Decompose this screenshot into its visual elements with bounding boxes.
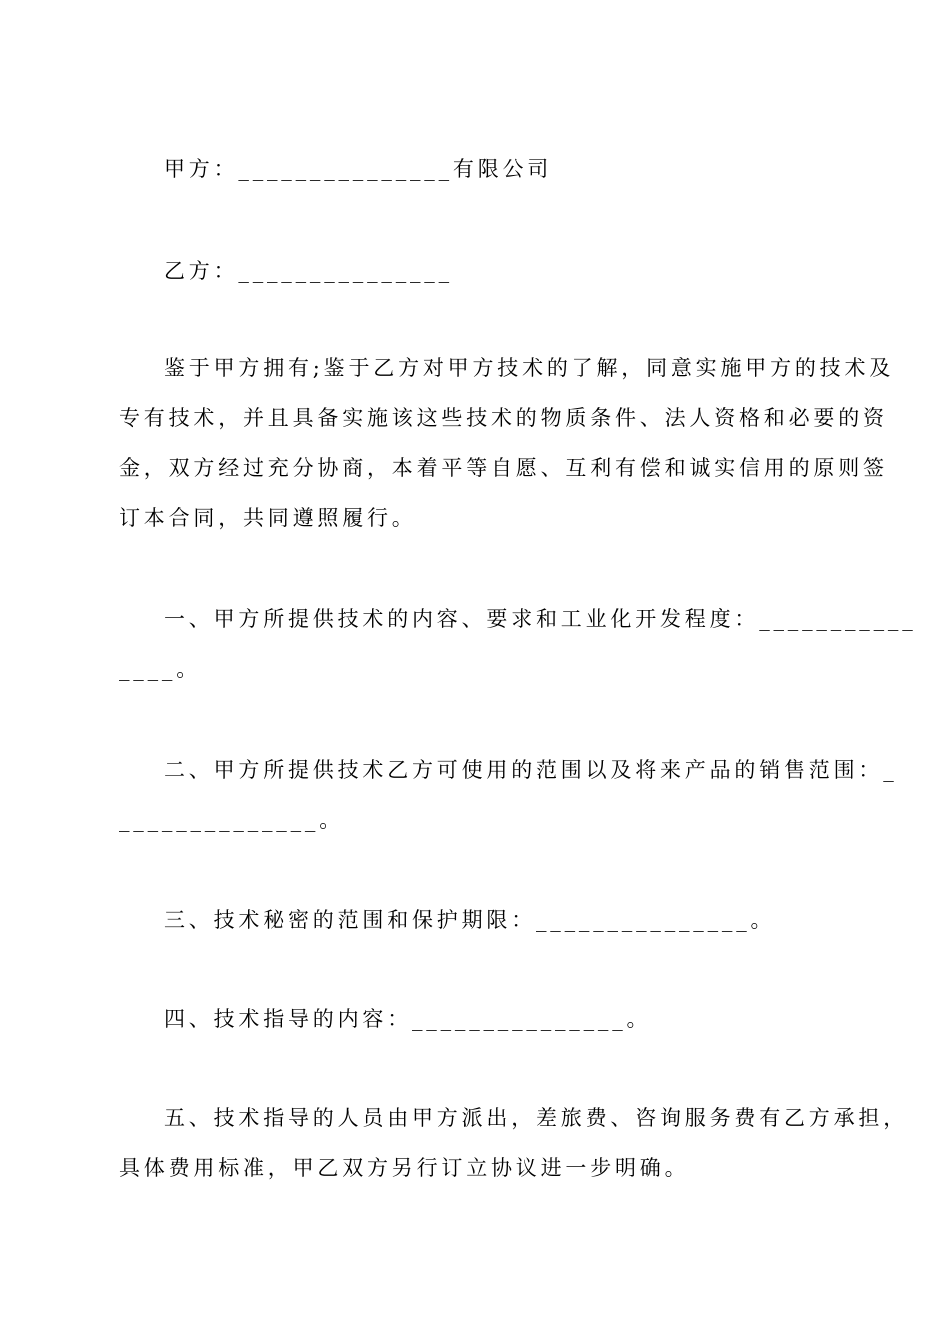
preamble-line-2: 专有技术，并且具备实施该这些技术的物质条件、法人资格和必要的资 [119, 406, 888, 430]
clause-1-line-2: ____。 [119, 657, 201, 681]
party-a-line: 甲方：_______________有限公司 [164, 157, 553, 181]
preamble-line-4: 订本合同，共同遵照履行。 [119, 506, 417, 530]
clause-3-line: 三、技术秘密的范围和保护期限：_______________。 [164, 908, 776, 932]
clause-2-line-2: ______________。 [119, 808, 344, 832]
preamble-line-1: 鉴于甲方拥有;鉴于乙方对甲方技术的了解，同意实施甲方的技术及 [164, 356, 895, 380]
clause-1-line-1: 一、甲方所提供技术的内容、要求和工业化开发程度：___________ [164, 607, 917, 631]
clause-4-line: 四、技术指导的内容：_______________。 [164, 1007, 652, 1031]
party-b-line: 乙方：_______________ [164, 259, 453, 283]
clause-2-line-1: 二、甲方所提供技术乙方可使用的范围以及将来产品的销售范围：_ [164, 758, 898, 782]
clause-5-line-1: 五、技术指导的人员由甲方派出，差旅费、咨询服务费有乙方承担， [164, 1106, 908, 1130]
preamble-line-3: 金，双方经过充分协商，本着平等自愿、互利有偿和诚实信用的原则签 [119, 456, 888, 480]
clause-5-line-2: 具体费用标准，甲乙双方另行订立协议进一步明确。 [119, 1156, 690, 1180]
